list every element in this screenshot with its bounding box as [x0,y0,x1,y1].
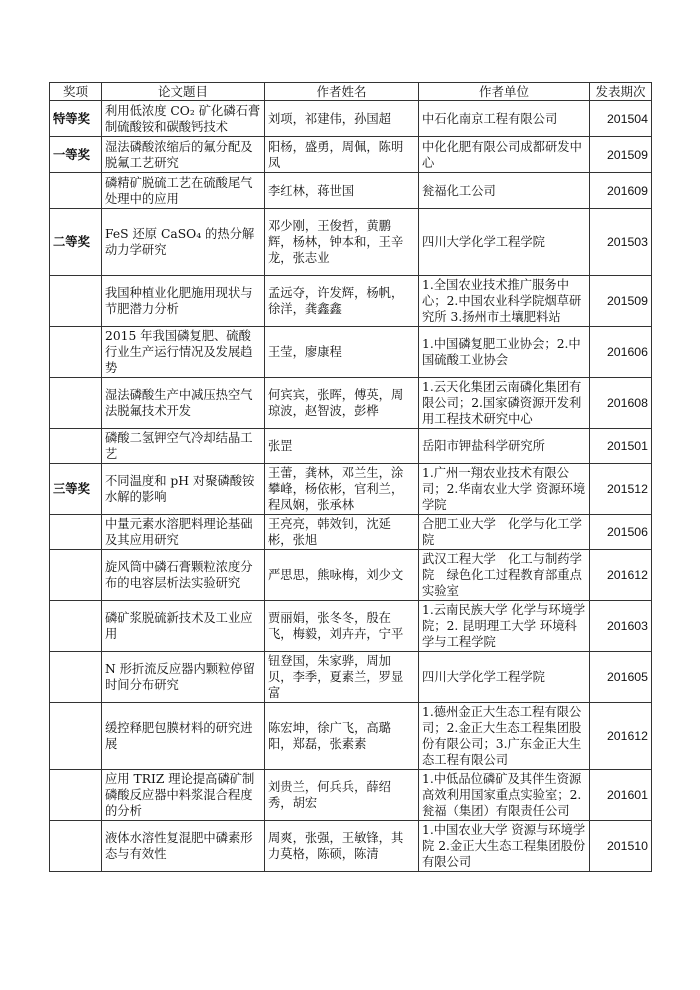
authors-cell: 钮登国，朱家骅，周加贝，李季，夏素兰，罗显富 [265,652,419,703]
table-row [50,276,652,327]
authors-cell: 张罡 [265,429,419,464]
prize-cell [50,821,102,872]
prize-cell [50,652,102,703]
title-cell: 中量元素水溶肥料理论基础及其应用研究 [102,515,265,550]
table-row [50,652,652,703]
unit-cell: 合肥工业大学 化学与化工学院 [419,515,590,550]
period-cell: 201605 [590,652,652,703]
header-prize: 奖项 [50,83,102,101]
prize-cell: 特等奖 [50,101,102,137]
table-row [50,464,652,515]
period-cell: 201609 [590,173,652,209]
title-cell: 利用低浓度 CO₂ 矿化磷石膏制硫酸铵和碳酸钙技术 [102,101,265,137]
authors-cell: 王莹，廖康程 [265,327,419,378]
table-row [50,515,652,550]
table-row [50,137,652,173]
period-cell: 201612 [590,703,652,770]
table-row [50,429,652,464]
unit-cell: 四川大学化学工程学院 [419,652,590,703]
authors-cell: 王亮亮，韩效钊，沈延彬，张旭 [265,515,419,550]
period-cell: 201510 [590,821,652,872]
authors-cell: 陈宏坤，徐广飞，高璐阳，郑磊，张素素 [265,703,419,770]
title-cell: 我国种植业化肥施用现状与节肥潜力分析 [102,276,265,327]
prize-cell [50,173,102,209]
table-row [50,770,652,821]
unit-cell: 1.云南民族大学 化学与环境学院；2. 昆明理工大学 环境科学与工程学院 [419,601,590,652]
title-cell: FeS 还原 CaSO₄ 的热分解动力学研究 [102,209,265,276]
prize-cell [50,327,102,378]
period-cell: 201606 [590,327,652,378]
table-row [50,173,652,209]
prize-cell [50,515,102,550]
title-cell: 湿法磷酸生产中减压热空气法脱氟技术开发 [102,378,265,429]
authors-cell: 周爽，张强，王敏锋，其力莫格，陈硕，陈清 [265,821,419,872]
unit-cell: 1.广州一翔农业技术有限公司；2.华南农业大学 资源环境学院 [419,464,590,515]
header-title: 论文题目 [102,83,265,101]
unit-cell: 1.全国农业技术推广服务中心；2.中国农业科学院烟草研究所 3.扬州市土壤肥料站 [419,276,590,327]
period-cell: 201612 [590,550,652,601]
prize-cell [50,601,102,652]
authors-cell: 何宾宾，张晖，傅英，周琼波，赵智波，彭桦 [265,378,419,429]
title-cell: 缓控释肥包膜材料的研究进展 [102,703,265,770]
title-cell: 应用 TRIZ 理论提高磷矿制磷酸反应器中料浆混合程度的分析 [102,770,265,821]
authors-cell: 阳杨，盛勇，周佩，陈明凤 [265,137,419,173]
prize-cell: 一等奖 [50,137,102,173]
unit-cell: 1.中国磷复肥工业协会；2.中国硫酸工业协会 [419,327,590,378]
table-row [50,378,652,429]
authors-cell: 贾丽娟，张冬冬，殷在飞，梅毅，刘卉卉，宁平 [265,601,419,652]
period-cell: 201608 [590,378,652,429]
prize-cell [50,550,102,601]
table-row [50,209,652,276]
unit-cell: 中石化南京工程有限公司 [419,101,590,137]
period-cell: 201601 [590,770,652,821]
title-cell: 磷矿浆脱硫新技术及工业应用 [102,601,265,652]
period-cell: 201509 [590,137,652,173]
authors-cell: 刘贵兰，何兵兵，薛绍秀，胡宏 [265,770,419,821]
awards-table [49,82,652,872]
title-cell: 2015 年我国磷复肥、硫酸行业生产运行情况及发展趋势 [102,327,265,378]
unit-cell: 岳阳市钾盐科学研究所 [419,429,590,464]
prize-cell: 二等奖 [50,209,102,276]
unit-cell: 1.德州金正大生态工程有限公司；2.金正大生态工程集团股份有限公司；3.广东金正大生态工程有限公司 [419,703,590,770]
title-cell: 湿法磷酸浓缩后的氟分配及脱氟工艺研究 [102,137,265,173]
unit-cell: 四川大学化学工程学院 [419,209,590,276]
authors-cell: 李红林，蒋世国 [265,173,419,209]
header-unit: 作者单位 [419,83,590,101]
unit-cell: 1.中低品位磷矿及其伴生资源高效利用国家重点实验室；2.瓮福（集团）有限责任公司 [419,770,590,821]
title-cell: N 形折流反应器内颗粒停留时间分布研究 [102,652,265,703]
unit-cell: 1.中国农业大学 资源与环境学院 2.金正大生态工程集团股份有限公司 [419,821,590,872]
title-cell: 磷酸二氢钾空气冷却结晶工艺 [102,429,265,464]
table-row [50,601,652,652]
table-row [50,821,652,872]
table-row [50,703,652,770]
table-row [50,550,652,601]
table-row [50,327,652,378]
period-cell: 201504 [590,101,652,137]
unit-cell: 武汉工程大学 化工与制药学院 绿色化工过程教育部重点实验室 [419,550,590,601]
table-row [50,101,652,137]
authors-cell: 严思思，熊咏梅，刘少文 [265,550,419,601]
unit-cell: 1.云天化集团云南磷化集团有限公司；2.国家磷资源开发利用工程技术研究中心 [419,378,590,429]
period-cell: 201501 [590,429,652,464]
authors-cell: 孟远夺，许发辉，杨帆，徐洋，龚鑫鑫 [265,276,419,327]
header-authors: 作者姓名 [265,83,419,101]
authors-cell: 邓少刚，王俊哲，黄鹏辉，杨林，钟本和，王辛龙，张志业 [265,209,419,276]
prize-cell [50,770,102,821]
title-cell: 液体水溶性复混肥中磷素形态与有效性 [102,821,265,872]
period-cell: 201503 [590,209,652,276]
period-cell: 201512 [590,464,652,515]
prize-cell [50,276,102,327]
authors-cell: 王蕾，龚林，邓兰生，涂攀峰，杨依彬，官利兰，程凤娴，张承林 [265,464,419,515]
prize-cell [50,378,102,429]
awards-body [50,101,652,872]
prize-cell [50,703,102,770]
header-row [50,83,652,101]
title-cell: 磷精矿脱硫工艺在硫酸尾气处理中的应用 [102,173,265,209]
unit-cell: 中化化肥有限公司成都研发中心 [419,137,590,173]
title-cell: 不同温度和 pH 对聚磷酸铵水解的影响 [102,464,265,515]
prize-cell [50,429,102,464]
period-cell: 201506 [590,515,652,550]
header-period: 发表期次 [590,83,652,101]
period-cell: 201509 [590,276,652,327]
title-cell: 旋风筒中磷石膏颗粒浓度分布的电容层析法实验研究 [102,550,265,601]
authors-cell: 刘项，祁建伟，孙国超 [265,101,419,137]
prize-cell: 三等奖 [50,464,102,515]
period-cell: 201603 [590,601,652,652]
unit-cell: 瓮福化工公司 [419,173,590,209]
